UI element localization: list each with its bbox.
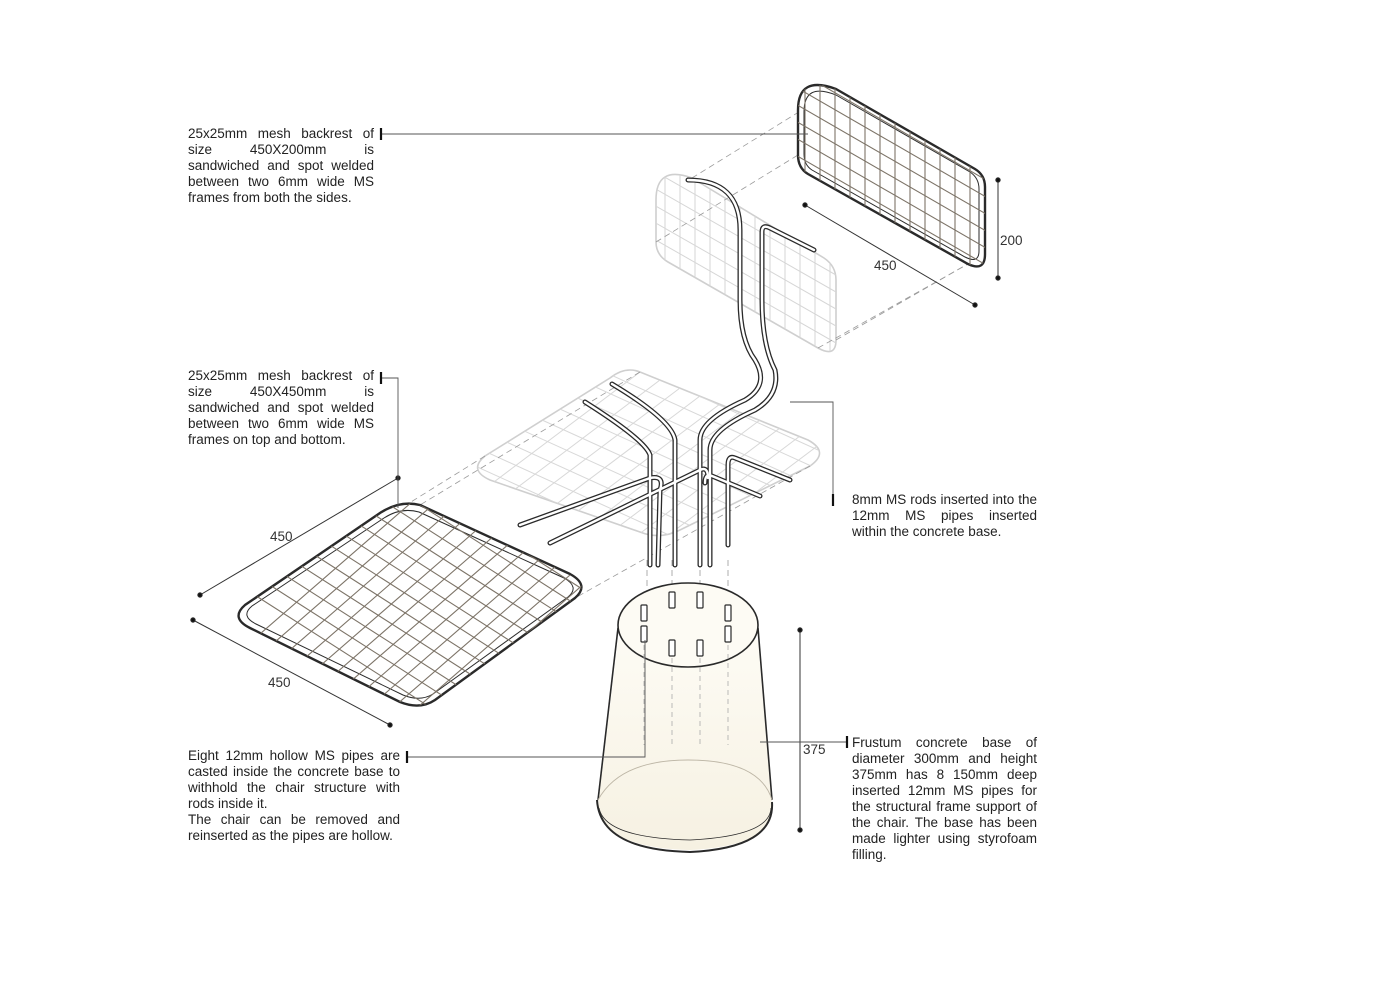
rods-note-text: 8mm MS rods inserted into the 12mm MS pipes inserted within the concrete base. bbox=[852, 492, 1037, 539]
dim-seat-width: 450 bbox=[270, 529, 293, 544]
base-note bbox=[852, 735, 1037, 863]
backrest-note-text: 25x25mm mesh backrest of size 450X200mm is sandwiched and spot welded between two 6mm wide MS frames from both the sides. bbox=[188, 126, 374, 205]
dim-base-height: 375 bbox=[803, 742, 826, 757]
seat-note-text: 25x25mm mesh backrest of size 450X450mm is sandwiched and spot welded between two 6mm wide MS frames on top and bottom. bbox=[188, 368, 374, 447]
dim-backrest-width: 450 bbox=[874, 258, 897, 273]
pipes-note-text-2: The chair can be removed and reinserted as the pipes are hollow. bbox=[188, 812, 400, 843]
pipes-note bbox=[188, 748, 400, 844]
seat-note bbox=[188, 368, 374, 448]
seat-mesh-panel bbox=[200, 440, 630, 756]
rods-note bbox=[852, 492, 1037, 540]
concrete-frustum-base bbox=[597, 583, 772, 852]
dim-backrest-height: 200 bbox=[1000, 233, 1023, 248]
ghost-seat bbox=[440, 360, 840, 572]
base-note-text: Frustum concrete base of diameter 300mm and height 375mm has 8 150mm deep inserted 12mm MS pipes for the structural frame support of the chair. The base has been made lighter using styrofoam filling. bbox=[852, 735, 1037, 862]
dim-seat-depth: 450 bbox=[268, 675, 291, 690]
backrest-note bbox=[188, 126, 374, 206]
pipes-note-text-1: Eight 12mm hollow MS pipes are casted inside the concrete base to withhold the chair structure with rods inside it. bbox=[188, 748, 400, 811]
